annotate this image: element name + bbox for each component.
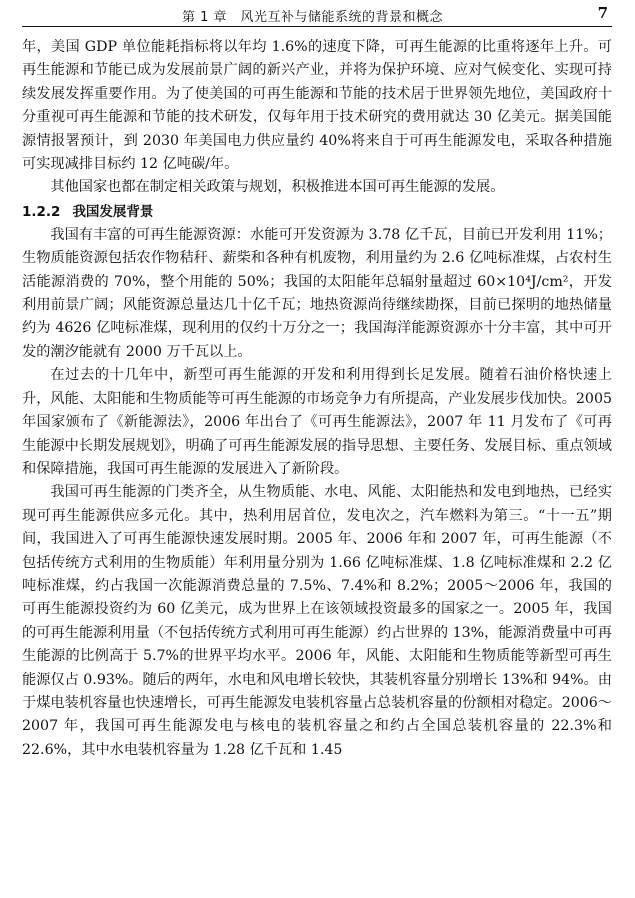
paragraph-development: 在过去的十几年中，新型可再生能源的开发和利用得到长足发展。随着石油价格快速上升，风能、太阳能和生物质能等可再生能源的市场竞争力有所提高，产业发展步伐加快。2005 年国家颁布了《新能源法》，2006 年出台了《可再生能源法》，2007 年 11 月发布了《可再生能源中长期发展规划》，明确了可再生能源发展的指导思想、主要任务、发展目标、重点领域和保障措施，我国可再生能源的发展进入了新阶段。 xyxy=(22,367,612,477)
paragraph-china-resources: 我国有丰富的可再生能源资源：水能可开发资源为 3.78 亿千瓦，目前已开发利用 11%；生物质能资源包括农作物秸秆、薪柴和各种有机废物，利用量约为 2.6 亿吨标准煤，占农村生活能源消费的 70%，整个用能的 50%；我国的太阳能年总辐射量超过 60×10⁴J/cm²，开发利用前景广阔；风能资源总量达几十亿千瓦；地热资源尚待继续勘探，目前已探明的地热储量约为 4626 亿吨标准煤，现利用的仅约十万分之一；我国海洋能源资源亦十分丰富，其中可开发的潮汐能就有 2000 万千瓦以上。 xyxy=(22,226,612,360)
section-title: 我国发展背景 xyxy=(72,203,154,220)
body-text xyxy=(22,36,612,762)
chapter-title: 第 1 章 风光互补与储能系统的背景和概念 xyxy=(182,10,444,25)
paragraph-other-countries: 其他国家也都在制定相关政策与规划，积极推进本国可再生能源的发展。 xyxy=(50,179,505,196)
running-header xyxy=(22,2,612,27)
paragraph-diversification: 我国可再生能源的门类齐全，从生物质能、水电、风能、太阳能热和发电到地热，已经实现可再生能源供应多元化。其中，热利用居首位，发电次之，汽车燃料为第三。“十一五”期间，我国进入了可再生能源快速发展时期。2005 年、2006 年和 2007 年，可再生能源（不包括传统方式利用的生物质能）年利用量分别为 1.66 亿吨标准煤、1.8 亿吨标准煤和 2.2 亿吨标准煤，约占我国一次能源消费总量的 7.5%、7.4%和 8.2%；2005～2006 年，我国的可再生能源投资约为 60 亿美元，成为世界上在该领域投资最多的国家之一。2005 年，我国的可再生能源利用量（不包括传统方式利用可再生能源）约占世界的 13%，能源消费量中可再生能源的比例高于 5.7%的世界平均水平。2006 年，风能、太阳能和生物质能等新型可再生能源仅占 0.93%。随后的两年，水电和风电增长较快，其装机容量分别增长 13%和 94%。由于煤电装机容量也快速增长，可再生能源发电装机容量占总装机容量的份额相对稳定。2006～2007 年，我国可再生能源发电与核电的装机容量之和约占全国总装机容量的 22.3%和 22.6%，其中水电装机容量为 1.28 亿千瓦和 1.45 xyxy=(22,484,612,758)
page-number: 7 xyxy=(597,4,608,22)
paragraph-usa-continued: 年，美国 GDP 单位能耗指标将以年均 1.6%的速度下降，可再生能源的比重将逐年上升。可再生能源和节能已成为发展前景广阔的新兴产业，并将为保护环境、应对气候变化、实现可持续发展发挥重要作用。为了使美国的可再生能源和节能的技术居于世界领先地位，美国政府十分重视可再生能源和节能的技术研发，仅每年用于技术研究的费用就达 30 亿美元。据美国能源情报署预计，到 2030 年美国电力供应量约 40%将来自于可再生能源发电，采取各种措施可实现减排目标约 12 亿吨碳/年。 xyxy=(22,39,612,173)
section-heading xyxy=(22,200,612,224)
section-number: 1.2.2 xyxy=(22,203,61,220)
document-page xyxy=(22,0,612,898)
